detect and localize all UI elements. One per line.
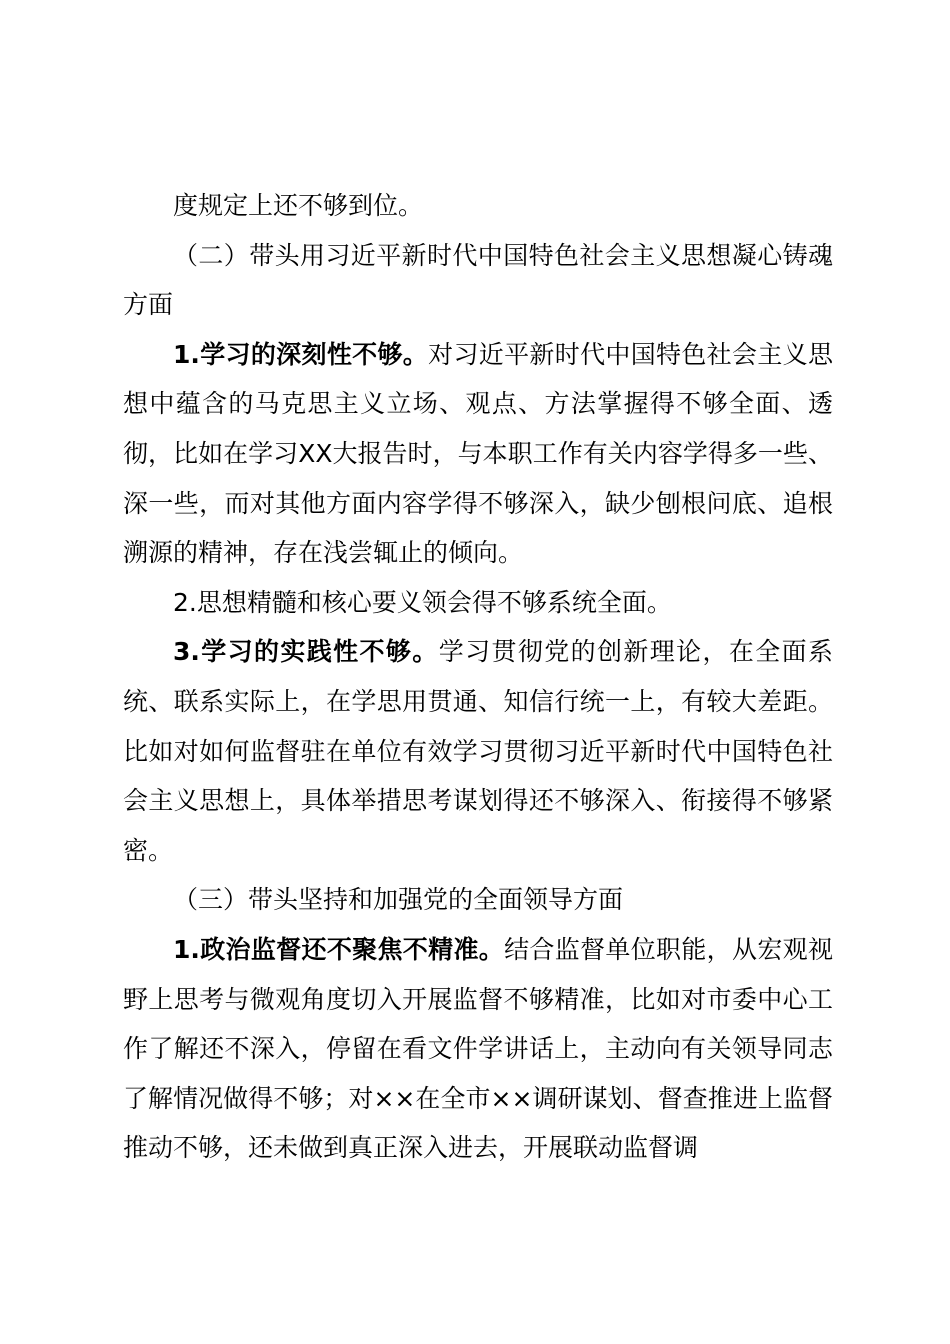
paragraph-2-text: （二）带头用习近平新时代中国特色社会主义思想凝心铸魂方面 xyxy=(123,240,833,320)
paragraph-1-text: 度规定上还不够到位。 xyxy=(173,191,424,220)
paragraph-5-text: 学习贯彻党的创新理论，在全面系统、联系实际上，在学思用贯通、知信行统一上，有较大差距。比如对如何监督驻在单位有效学习贯彻习近平新时代中国特色社会主义思想上，具体举措思考谋划得还不够深入、衔接得不够紧密。 xyxy=(123,637,833,865)
paragraph-7 xyxy=(123,925,833,1173)
paragraph-5 xyxy=(123,627,833,875)
paragraph-6-text: （三）带头坚持和加强党的全面领导方面 xyxy=(173,885,624,915)
section-heading-3 xyxy=(123,875,833,925)
paragraph-5-heading: 3.学习的实践性不够。 xyxy=(173,637,439,667)
document-body xyxy=(123,181,833,1173)
paragraph-7-text: 结合监督单位职能，从宏观视野上思考与微观角度切入开展监督不够精准，比如对市委中心工作了解还不深入，停留在看文件学讲话上，主动向有关领导同志了解情况做得不够；对××在全市××调研谋划、督查推进上监督推动不够，还未做到真正深入进去，开展联动监督调 xyxy=(123,934,833,1163)
paragraph-4-text: 2.思想精髓和核心要义领会得不够系统全面。 xyxy=(173,587,672,617)
paragraph-4 xyxy=(123,578,833,628)
section-heading-2 xyxy=(123,231,833,330)
paragraph-3 xyxy=(123,330,833,578)
paragraph-3-text: 对习近平新时代中国特色社会主义思想中蕴含的马克思主义立场、观点、方法掌握得不够全面、透彻，比如在学习XX大报告时，与本职工作有关内容学得多一些、深一些，而对其他方面内容学得不够深入，缺少刨根问底、追根溯源的精神，存在浅尝辄止的倾向。 xyxy=(123,339,833,568)
paragraph-1 xyxy=(123,181,833,231)
paragraph-7-heading: 1.政治监督还不聚焦不精准。 xyxy=(173,934,505,964)
paragraph-3-heading: 1.学习的深刻性不够。 xyxy=(173,339,429,369)
